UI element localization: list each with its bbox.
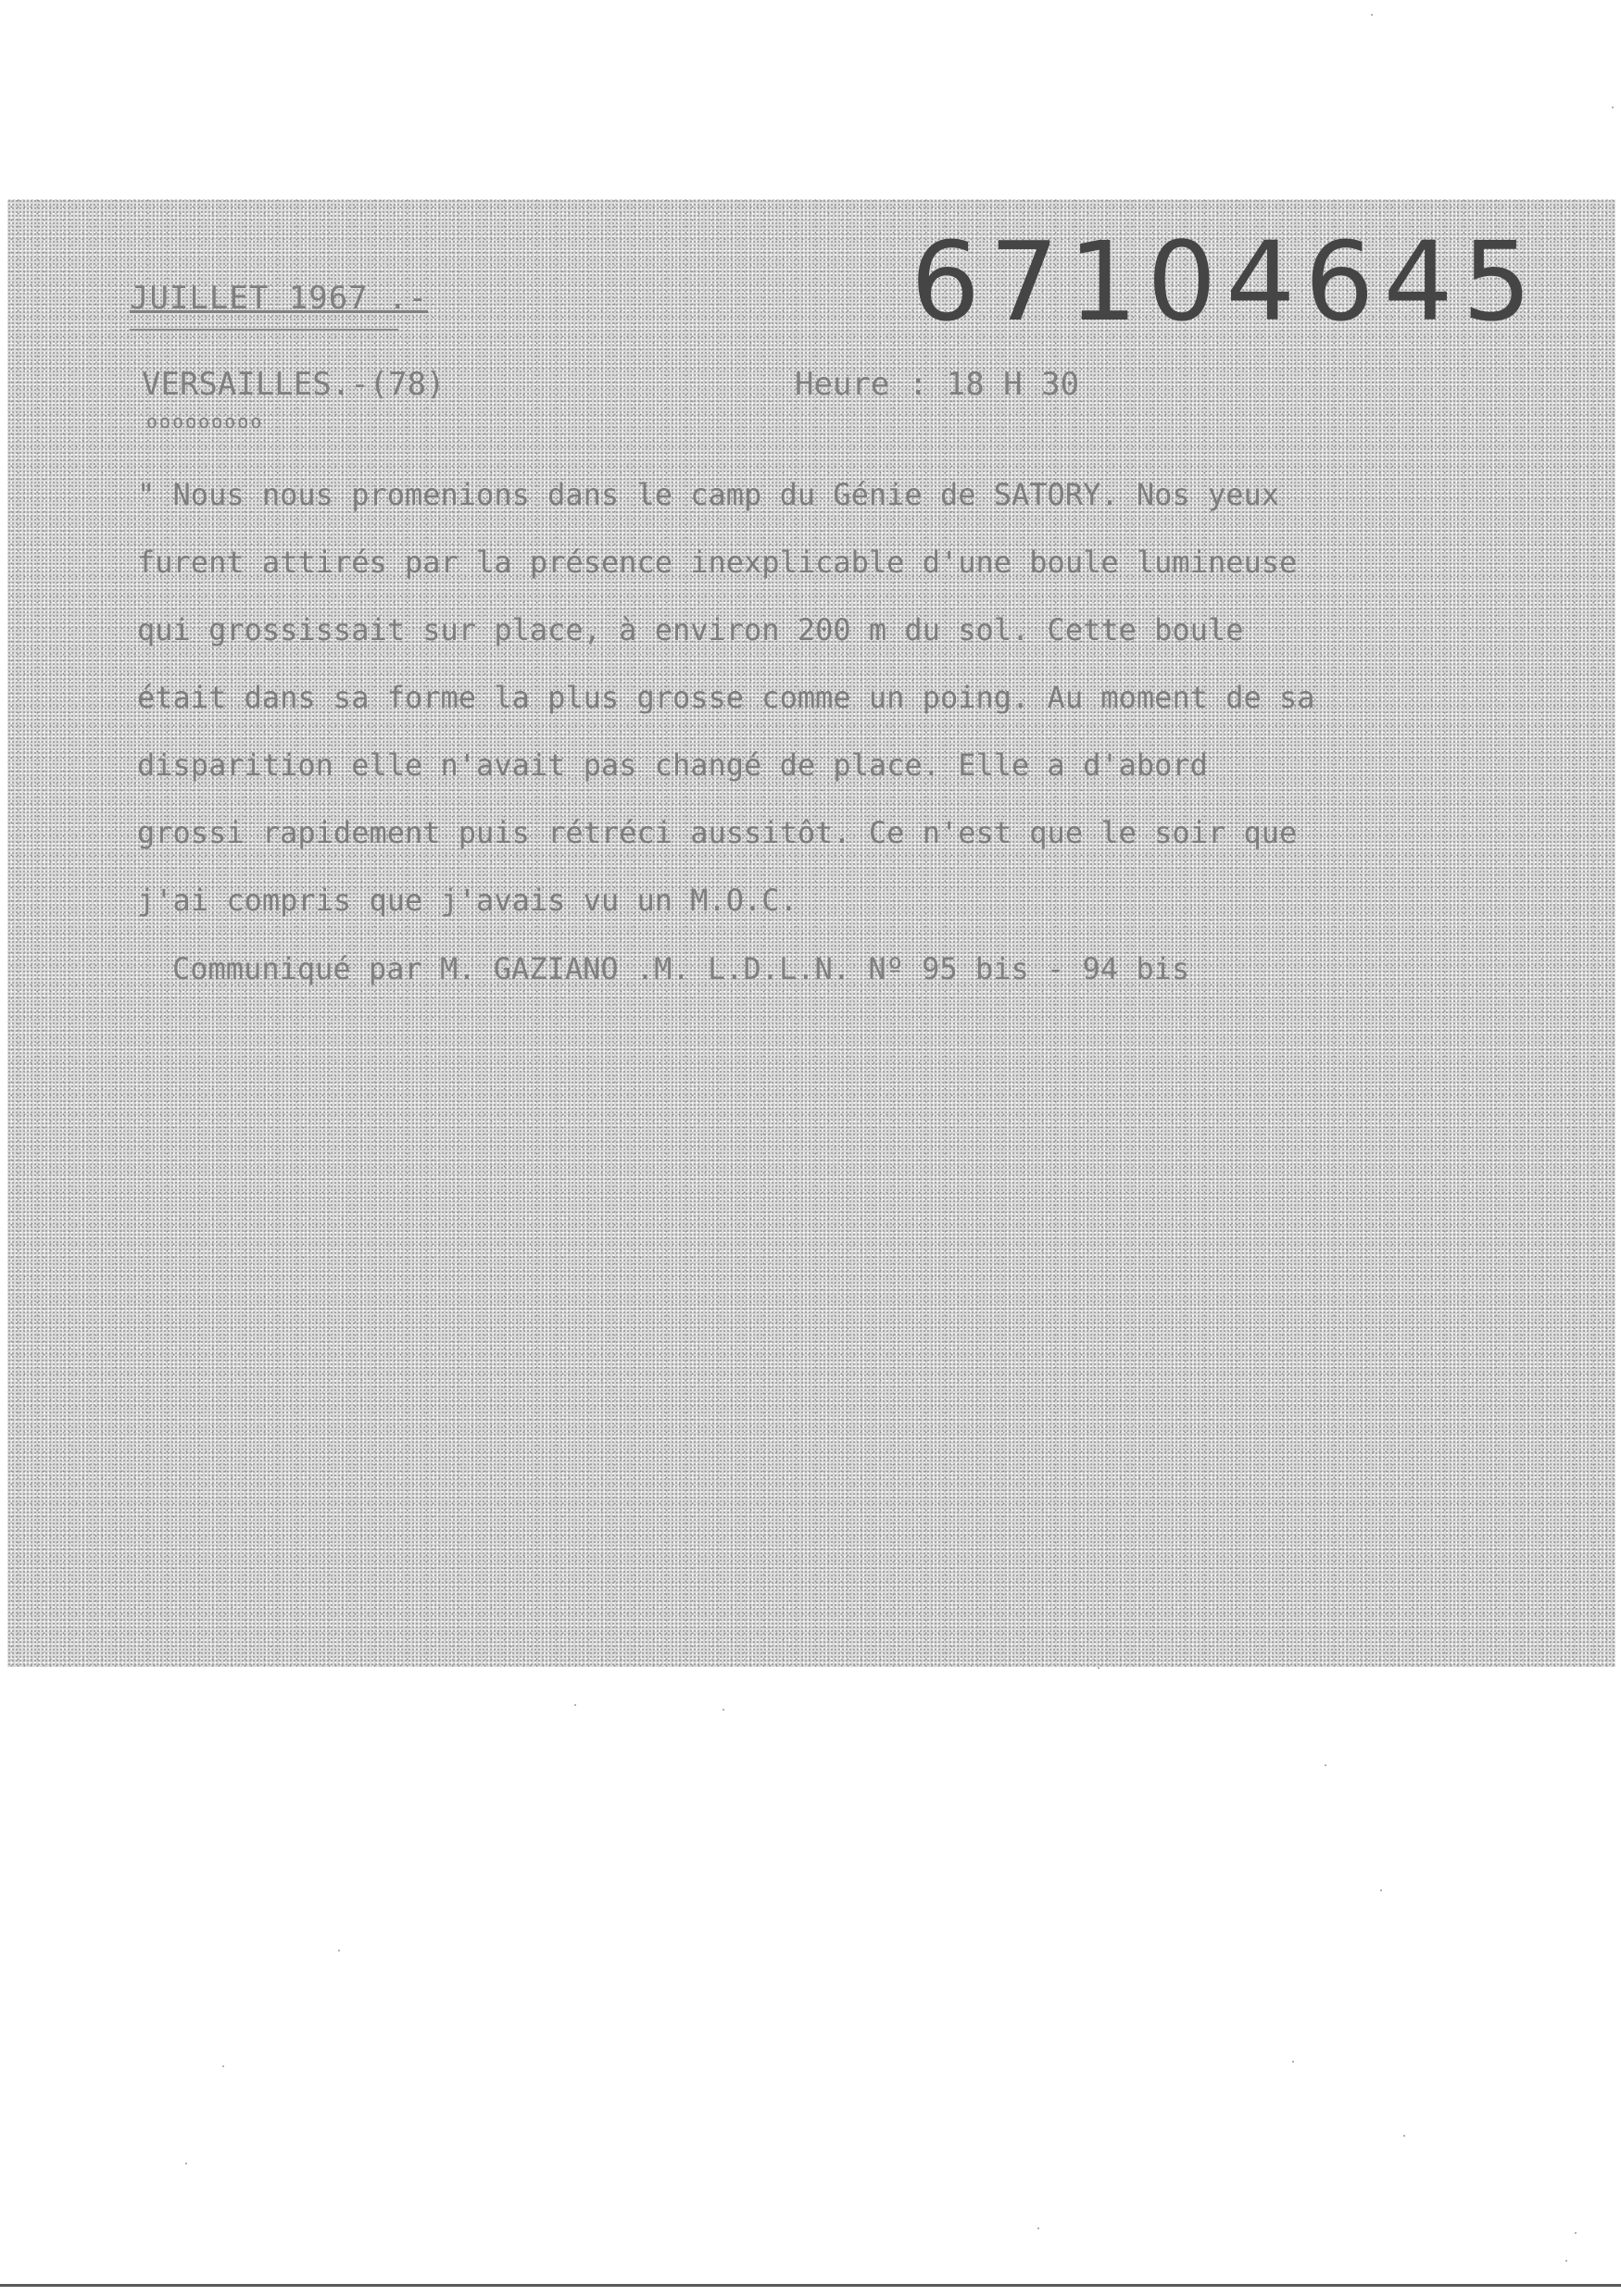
- scan-speck: [1037, 2227, 1039, 2229]
- index-card: [7, 199, 1615, 1667]
- page-bottom-edge: [0, 2284, 1621, 2287]
- testimony-line: disparition elle n'avait pas changé de place. Elle a d'abord: [137, 747, 1208, 783]
- sighting-place: VERSAILLES.-(78): [142, 366, 446, 403]
- scan-speck: [222, 2065, 224, 2067]
- scan-speck: [1403, 2135, 1405, 2137]
- sighting-date: JUILLET 1967 .-: [130, 280, 429, 317]
- testimony-line: j'ai compris que j'avais vu un M.O.C.: [137, 883, 798, 918]
- scan-speck: [1098, 1667, 1100, 1669]
- scan-speck: [723, 1709, 724, 1711]
- scan-speck: [1575, 2232, 1577, 2234]
- scan-speck: [185, 2163, 187, 2164]
- scan-speck: [1371, 14, 1373, 16]
- place-ornament: ooooooooo: [146, 410, 264, 433]
- scan-speck: [1565, 2260, 1567, 2262]
- testimony-line: " Nous nous promenions dans le camp du Génie de SATORY. Nos yeux: [137, 477, 1279, 512]
- scan-speck: [1380, 1889, 1382, 1891]
- scan-speck: [1612, 107, 1614, 108]
- testimony-line: qui grossissait sur place, à environ 200 m du sol. Cette boule: [137, 612, 1244, 647]
- scan-speck: [1292, 2061, 1294, 2063]
- reference-number: 67104645: [911, 218, 1541, 345]
- testimony-line: furent attirés par la présence inexplicable d'une boule lumineuse: [137, 545, 1298, 580]
- source-note: Communiqué par M. GAZIANO .M. L.D.L.N. Nº 95 bis - 94 bis: [172, 951, 1190, 986]
- date-underline: [130, 329, 398, 331]
- scan-speck: [574, 1704, 576, 1706]
- testimony-line: grossi rapidement puis rétréci aussitôt. Ce n'est que le soir que: [137, 815, 1298, 850]
- scan-speck: [1325, 1764, 1326, 1766]
- sighting-hour: Heure : 18 H 30: [795, 366, 1080, 403]
- scan-speck: [338, 1950, 340, 1951]
- testimony-line: était dans sa forme la plus grosse comme un poing. Au moment de sa: [137, 680, 1315, 715]
